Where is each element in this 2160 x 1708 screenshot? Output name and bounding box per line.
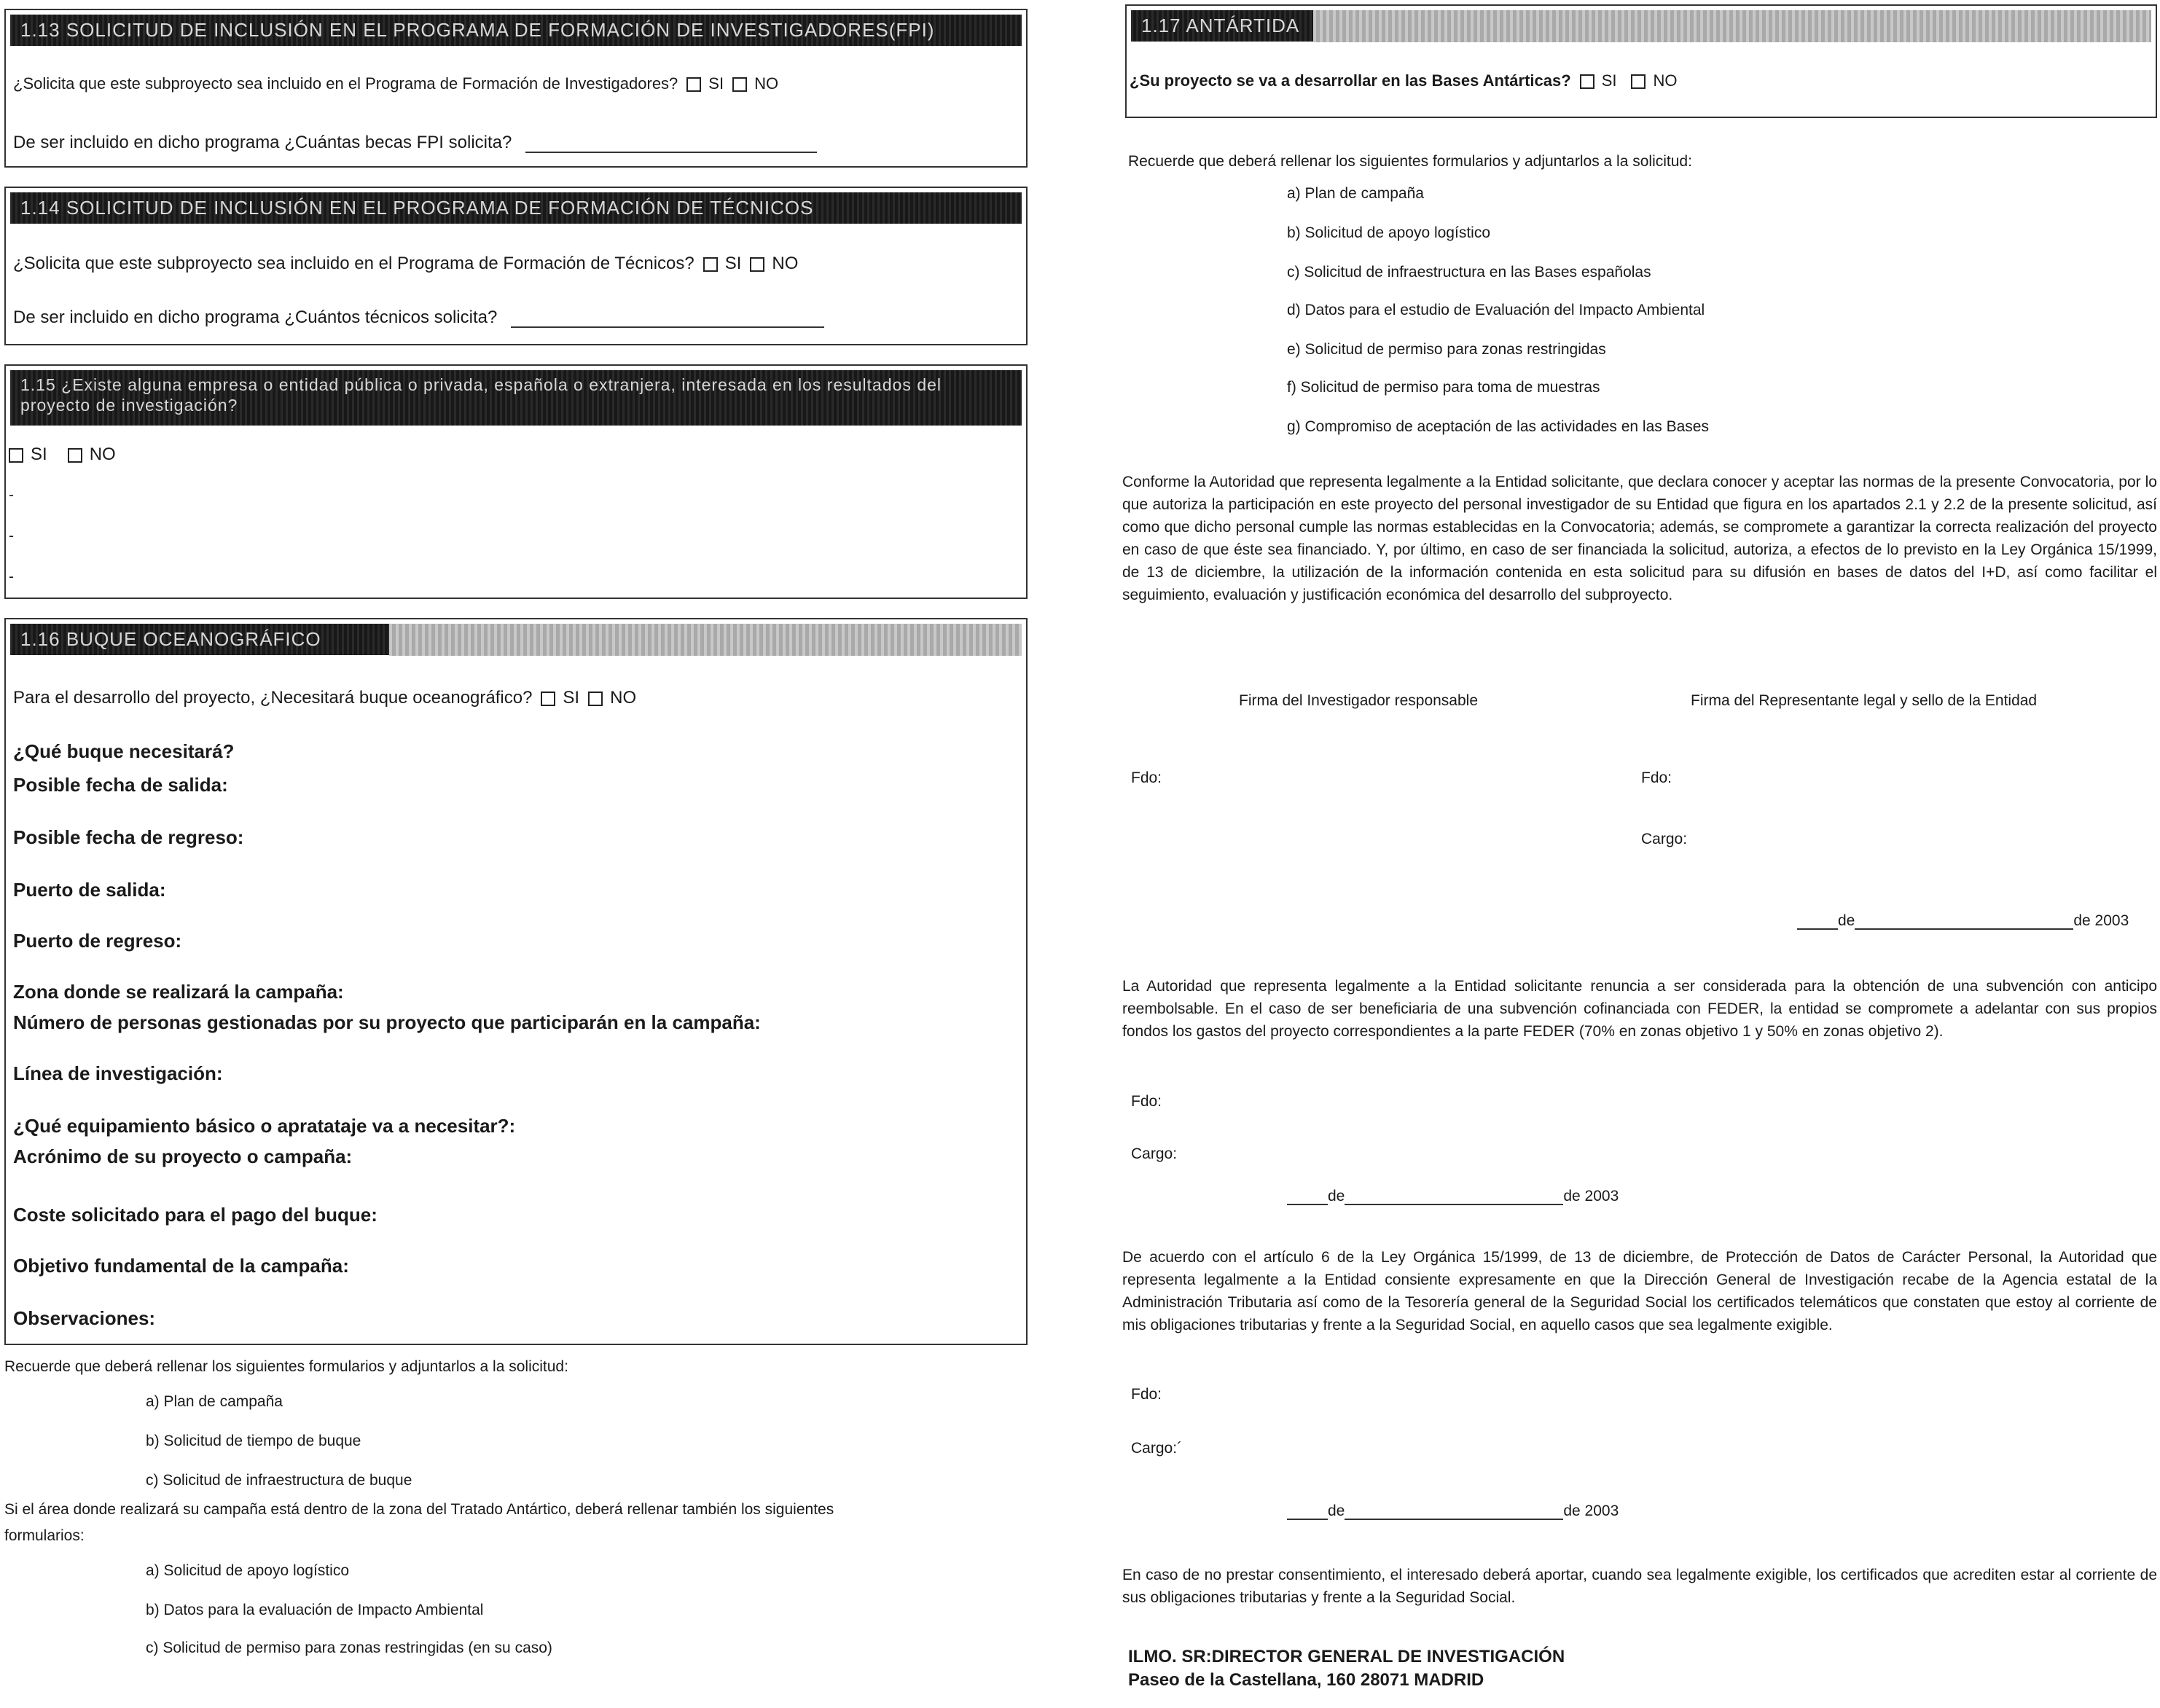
buque-yes-label: SI (563, 688, 580, 708)
address-line-2: Paseo de la Castellana, 160 28071 MADRID (1128, 1670, 1484, 1690)
fpi-count-question: De ser incluido en dicho programa ¿Cuántas becas FPI solicita? (13, 133, 512, 152)
tec-count-field[interactable] (511, 310, 824, 328)
buque-form-item: c) Solicitud de infraestructura de buque (146, 1472, 412, 1489)
fdo-representante[interactable]: Fdo: (1641, 769, 1672, 786)
date-year: de 2003 (1563, 1188, 1619, 1204)
tec-yes-label: SI (724, 254, 742, 273)
buque-field: Número de personas gestionadas por su proyecto que participarán en la campaña: (13, 1011, 761, 1033)
cargo-consentimiento[interactable]: Cargo:´ (1131, 1440, 1183, 1457)
buque-header-shade (389, 624, 1022, 656)
fpi-count-field[interactable] (525, 136, 817, 153)
fpi-header: 1.13 SOLICITUD DE INCLUSIÓN EN EL PROGRAMA DE FORMACIÓN DE INVESTIGADORES(FPI) (10, 15, 1022, 46)
date-month-field[interactable] (1345, 1503, 1563, 1520)
fpi-section (4, 9, 1028, 168)
fpi-yes-checkbox[interactable] (686, 77, 701, 92)
fpi-no-label: NO (754, 74, 779, 93)
buque-field: Coste solicitado para el pago del buque: (13, 1204, 377, 1226)
date-day-field[interactable] (1287, 1503, 1328, 1520)
antartida-yes-label: SI (1601, 71, 1617, 90)
buque-field: Línea de investigación: (13, 1062, 223, 1084)
buque-header: 1.16 BUQUE OCEANOGRÁFICO (10, 624, 389, 655)
buque-field: Posible fecha de regreso: (13, 826, 244, 848)
date-de: de (1328, 1503, 1345, 1519)
fdo-investigador[interactable]: Fdo: (1131, 769, 1162, 786)
date-year: de 2003 (2073, 912, 2129, 929)
empresa-line[interactable]: - (9, 568, 14, 585)
fdo-consentimiento[interactable]: Fdo: (1131, 1386, 1162, 1403)
tec-header: 1.14 SOLICITUD DE INCLUSIÓN EN EL PROGRAMA DE FORMACIÓN DE TÉCNICOS (10, 192, 1022, 224)
date-de: de (1838, 912, 1855, 929)
buque-field: Objetivo fundamental de la campaña: (13, 1255, 349, 1277)
antartida-form-item: g) Compromiso de aceptación de las actividades en las Bases (1287, 418, 1709, 435)
address-line-1: ILMO. SR:DIRECTOR GENERAL DE INVESTIGACIÓN (1128, 1647, 1565, 1666)
empresa-line[interactable]: - (9, 528, 14, 544)
antartida-form-item: a) Plan de campaña (1287, 185, 1424, 202)
buque-yes-checkbox[interactable] (541, 692, 555, 706)
cargo-renuncia[interactable]: Cargo: (1131, 1145, 1178, 1162)
tec-count-row (13, 307, 824, 328)
antartida-header: 1.17 ANTÁRTIDA (1131, 10, 1313, 42)
antartida-header-shade (1313, 10, 2151, 42)
fpi-yes-label: SI (708, 74, 724, 93)
consentimiento-paragraph: De acuerdo con el artículo 6 de la Ley Orgánica 15/1999, de 13 de diciembre, de Protección de Datos de Carácter Personal, la Autoridad que representa legalmente a la Entidad consiente expresamente en que la Dirección General de Investigación recabe de la Agencia estatal de la Administración Tributaria así como de la Tesorería general de la Seguridad Social los certificados telemáticos que constaten que estoy al corriente de mis obligaciones tributarias y frente a la Seguridad Social, en aquello casos que sea legalmente exigible. (1122, 1249, 2157, 1333)
tec-section (4, 187, 1028, 345)
date-de: de (1328, 1188, 1345, 1204)
fpi-no-checkbox[interactable] (732, 77, 747, 92)
empresa-section (4, 364, 1028, 599)
empresa-yes-checkbox[interactable] (9, 448, 23, 463)
buque-field: Puerto de salida: (13, 879, 166, 901)
antartida-forms-intro: Recuerde que deberá rellenar los siguientes formularios y adjuntarlos a la solicitud: (1128, 153, 1692, 170)
antartic-intro-cont: formularios: (4, 1527, 85, 1544)
tec-question-row (13, 254, 798, 274)
antartida-yes-checkbox[interactable] (1580, 74, 1594, 89)
date-year: de 2003 (1563, 1503, 1619, 1519)
antartida-form-item: d) Datos para el estudio de Evaluación del Impacto Ambiental (1287, 302, 1705, 318)
buque-forms-intro: Recuerde que deberá rellenar los siguientes formularios y adjuntarlos a la solicitud: (4, 1358, 568, 1375)
buque-question-row (13, 688, 636, 708)
antartida-form-item: e) Solicitud de permiso para zonas restringidas (1287, 341, 1606, 358)
tec-question: ¿Solicita que este subproyecto sea incluido en el Programa de Formación de Técnicos? (13, 254, 694, 273)
fpi-question-row (13, 74, 778, 93)
buque-field: ¿Qué buque necesitará? (13, 740, 235, 762)
date-line-1 (1797, 912, 2129, 930)
conforme-paragraph: Conforme la Autoridad que representa legalmente a la Entidad solicitante, que declara conocer y aceptar las normas de la presente Convocatoria, por lo que autoriza la participación en este proyecto del personal investigador de su Entidad que figura en los apartados 2.1 y 2.2 de la presente solicitud, así como que dicho personal cumple las normas establecidas en la Convocatoria; además, se compromete a garantizar la correcta realización del proyecto en caso de que éste sea financiado. Y, por último, en caso de ser financiada la solicitud, autoriza, a efectos de lo previsto en la Ley Orgánica 15/1999, de 13 de diciembre, la utilización de la información contenida en esta solicitud para su difusión en bases de datos del I+D, así como facilitar el seguimiento, evaluación y justificación económica del desarrollo del subproyecto. (1122, 474, 2157, 603)
antartida-section (1125, 4, 2157, 118)
antartic-form-item: c) Solicitud de permiso para zonas restringidas (en su caso) (146, 1640, 552, 1656)
tec-count-question: De ser incluido en dicho programa ¿Cuántos técnicos solicita? (13, 307, 498, 327)
renuncia-paragraph: La Autoridad que representa legalmente a la Entidad solicitante renuncia a ser considerada para la obtención de una subvención con anticipo reembolsable. En el caso de ser beneficiaria de una subvención cofinanciada con FEDER, la entidad se compromete a adelantar con sus propios fondos los gastos del proyecto correspondientes a la parte FEDER (70% en zonas objetivo 1 y 50% en zonas objetivo 2). (1122, 978, 2157, 1040)
tec-no-checkbox[interactable] (750, 257, 764, 272)
buque-field: ¿Qué equipamiento básico o apratataje va a necesitar?: (13, 1115, 516, 1137)
fpi-question: ¿Solicita que este subproyecto sea incluido en el Programa de Formación de Investigadores? (13, 74, 678, 93)
date-line-2 (1287, 1188, 1619, 1205)
empresa-no-label: NO (89, 444, 116, 464)
buque-no-label: NO (610, 688, 637, 708)
empresa-answer-row (9, 444, 116, 465)
buque-field: Puerto de regreso: (13, 930, 182, 952)
buque-field: Observaciones: (13, 1307, 156, 1329)
fpi-count-row (13, 133, 817, 153)
cargo-representante[interactable]: Cargo: (1641, 831, 1688, 847)
antartic-form-item: a) Solicitud de apoyo logístico (146, 1562, 349, 1579)
empresa-header: 1.15 ¿Existe alguna empresa o entidad pública o privada, española o extranjera, interesada en los resultados del proyecto de investigación? (10, 370, 1022, 426)
antartida-form-item: c) Solicitud de infraestructura en las Bases españolas (1287, 264, 1651, 281)
antartida-question-row (1130, 71, 1677, 90)
antartida-form-item: f) Solicitud de permiso para toma de muestras (1287, 379, 1600, 396)
empresa-line[interactable]: - (9, 487, 14, 504)
antartida-question: ¿Su proyecto se va a desarrollar en las Bases Antárticas? (1130, 71, 1571, 90)
date-month-field[interactable] (1345, 1188, 1563, 1205)
buque-section (4, 618, 1028, 1345)
firma-investigador-label: Firma del Investigador responsable (1239, 692, 1479, 709)
antartida-no-checkbox[interactable] (1631, 74, 1646, 89)
empresa-yes-label: SI (31, 444, 47, 464)
buque-field: Zona donde se realizará la campaña: (13, 981, 344, 1003)
date-day-field[interactable] (1797, 912, 1838, 930)
buque-field: Acrónimo de su proyecto o campaña: (13, 1145, 353, 1167)
antartida-no-label: NO (1653, 71, 1678, 90)
date-line-3 (1287, 1503, 1619, 1520)
antartic-form-item: b) Datos para la evaluación de Impacto Ambiental (146, 1602, 484, 1618)
firma-representante-label: Firma del Representante legal y sello de la Entidad (1691, 692, 2038, 709)
date-month-field[interactable] (1855, 912, 2073, 930)
date-day-field[interactable] (1287, 1188, 1328, 1205)
buque-no-checkbox[interactable] (588, 692, 603, 706)
buque-field: Posible fecha de salida: (13, 774, 228, 796)
fdo-renuncia[interactable]: Fdo: (1131, 1093, 1162, 1110)
buque-form-item: a) Plan de campaña (146, 1393, 283, 1410)
buque-form-item: b) Solicitud de tiempo de buque (146, 1433, 361, 1449)
tec-no-label: NO (772, 254, 799, 273)
empresa-no-checkbox[interactable] (68, 448, 82, 463)
buque-question: Para el desarrollo del proyecto, ¿Necesitará buque oceanográfico? (13, 688, 533, 708)
antartic-intro: Si el área donde realizará su campaña está dentro de la zona del Tratado Antártico, deberá rellenar también los siguientes (4, 1501, 834, 1518)
tec-yes-checkbox[interactable] (703, 257, 718, 272)
antartida-form-item: b) Solicitud de apoyo logístico (1287, 224, 1490, 241)
no-consent-paragraph: En caso de no prestar consentimiento, el interesado deberá aportar, cuando sea legalmente exigible, los certificados que acrediten estar al corriente de sus obligaciones tributarias y frente a la Seguridad Social. (1122, 1567, 2157, 1606)
